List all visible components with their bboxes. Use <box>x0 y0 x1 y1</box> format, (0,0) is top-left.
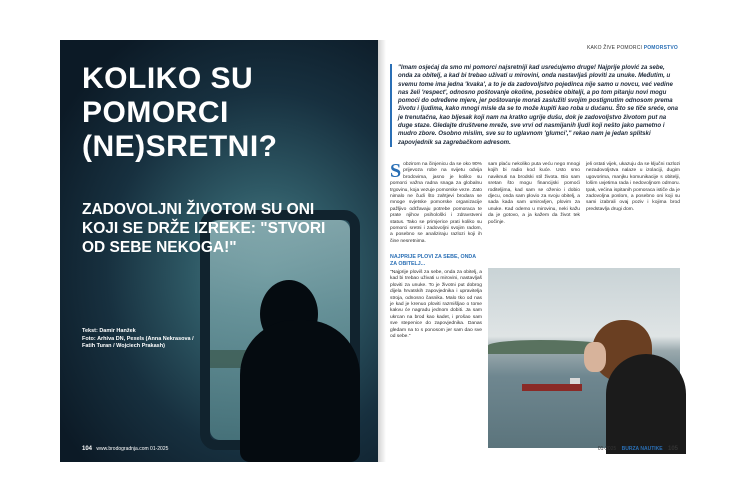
left-page-number: 104 <box>82 446 93 452</box>
running-head <box>587 45 678 51</box>
running-head-section: KAKO ŽIVE POMORCI <box>587 45 643 51</box>
left-folio-text: www.brodogradnja.com 01-2025 <box>96 446 169 452</box>
magazine-spread <box>60 40 690 462</box>
lead-quote: "Imam osjećaj da smo mi pomorci najsretniji kad usrećujemo druge! Najprije plović za sebe, onda za obitelj, a kad bi trebao uživati u mirovini, onda nastavljaš ploviti za unuke. Međutim, u svemu tome ima jedna 'kvaka', a to je da zadovoljstvo pojedinca nije samo u novcu, već vedine nas želi 'respect', odnosno poštovanje okoline, posebice obitelji, a po tom pitanju novi mogu pomoći do određene mjere, jer poštovanje moraš zaslužiti svojim postignutim odnosom prema životu i ljudima, kako mnogi misle da se to može kupiti kao roba u dućanu. Što se tiče sreće, ona je trenutačna, kao bljesak koji nam na kratko ugrije dušu, dok je zadovoljstvo životom put na duge staze. Gledajte društvene mreže, sve vrvi od nasmijanih ljudi koji nešto jako pametno i mudro zbore. Osobno mislim, sve su to uglavnom 'glumci'," rekao nam je jedan splitski zapovjednik sa zagrebačkom adresom. <box>390 64 680 147</box>
section-text: "Najprije ploviš za sebe, onda za obitelj, a kad bi trebao uživati u mirovini, nastavljaš ploviti za unuke. To je životni put dobrog dijela hrvatskih zapovjednika i upravitelja stroja, odnosno časnika. Malo tko od nas je kad je krenuo ploviti razmišljao o tome kakvu će nagradu jednom dobiti. Ja sam ukrcan na brod kao kadet, i prošao sam sve stepenice do zapovjednika. Danas gledam na to s ponosom jer sam dao sve od sebe." <box>390 270 482 340</box>
left-folio <box>82 446 168 452</box>
article-credits: Tekst: Damir Hanžek Foto: Arhiva DN, Pexels (Anna Nekrasova / Fatih Turan / Wojciech Prakash) <box>82 328 194 349</box>
right-folio-issue: 01-2025 <box>597 446 617 452</box>
article-subheadline: ZADOVOLJNI ŽIVOTOM SU ONI KOJI SE DRŽE IZREKE: "STVORI OD SEBE NEKOGA!" <box>82 201 326 256</box>
woman-jacket <box>606 354 686 454</box>
page-gutter-shadow <box>378 40 386 462</box>
body-column-3: jeli ostati vijek, ukazuju da se ključni razlozi nezadovoljstva nalaze u izolaciji, dugim ugovorima, manjku komunikacije s obitelji, lošim uvjetima rada i nedovoljnom odmoru. Ipak, većina ispitanih pomoraca ističe da je zadovoljna poslom, a posebno oni koji su sami izabrali ovaj poziv i kojima brod predstavlja drugi dom. <box>586 162 680 212</box>
running-head-accent: POMORSTVO <box>643 45 678 51</box>
body-column-2: sam plaću nekoliko puta veću nego mnogi kojih bi radio kod kuće. Usto smo naviknuti na brodski stil života. Bio sam sretan što mogu financijski pomoći roditeljima, kad sam se oženio i dobio djecu, onda sam plovio za svoju obitelj, a sada kada sam umirovljen, plovim za unuke. Kad odemo u mirovinu, neki kažu da je gotovo, a ja kažem da život tek počinje. <box>488 162 580 225</box>
body-column-1 <box>390 162 482 248</box>
sailor-silhouette <box>240 320 360 462</box>
left-page-photo <box>60 40 378 462</box>
right-folio <box>598 446 678 452</box>
cargo-ship <box>522 384 582 391</box>
drop-cap: S <box>390 160 402 182</box>
right-page-number: 105 <box>667 446 678 452</box>
body-column-1-text: obzirom na činjenicu da se oko 90% prijevoza robe na svijetu odvija brodovima, jasno je koliko su pomorci važna radna snaga za globalnu trgovinu, koja vezuje pomorske veze. Zato nimalo ne čudi što zahtjevi brodara se mnoge svjetske pomorske organizacije pažljivo održavaju potrebe pomoraca te prate njihov psihološki i zdravstveni status. Tako se primjerice prati koliko su pomorci sretni i zadovoljni svojim radom, a posebno se analiziraju razlozi koji ih čine nesretnima. <box>390 162 482 244</box>
right-page <box>378 40 690 462</box>
right-folio-magazine: BURZA NAUTIKE <box>621 446 663 452</box>
section-subheading: NAJPRIJE PLOVI ZA SEBE, ONDA ZA OBITELJ... <box>390 254 476 267</box>
woman-at-sea-photo <box>488 268 680 448</box>
woman-face <box>584 342 606 372</box>
article-headline: KOLIKO SU POMORCI (NE)SRETNI? <box>82 62 278 163</box>
